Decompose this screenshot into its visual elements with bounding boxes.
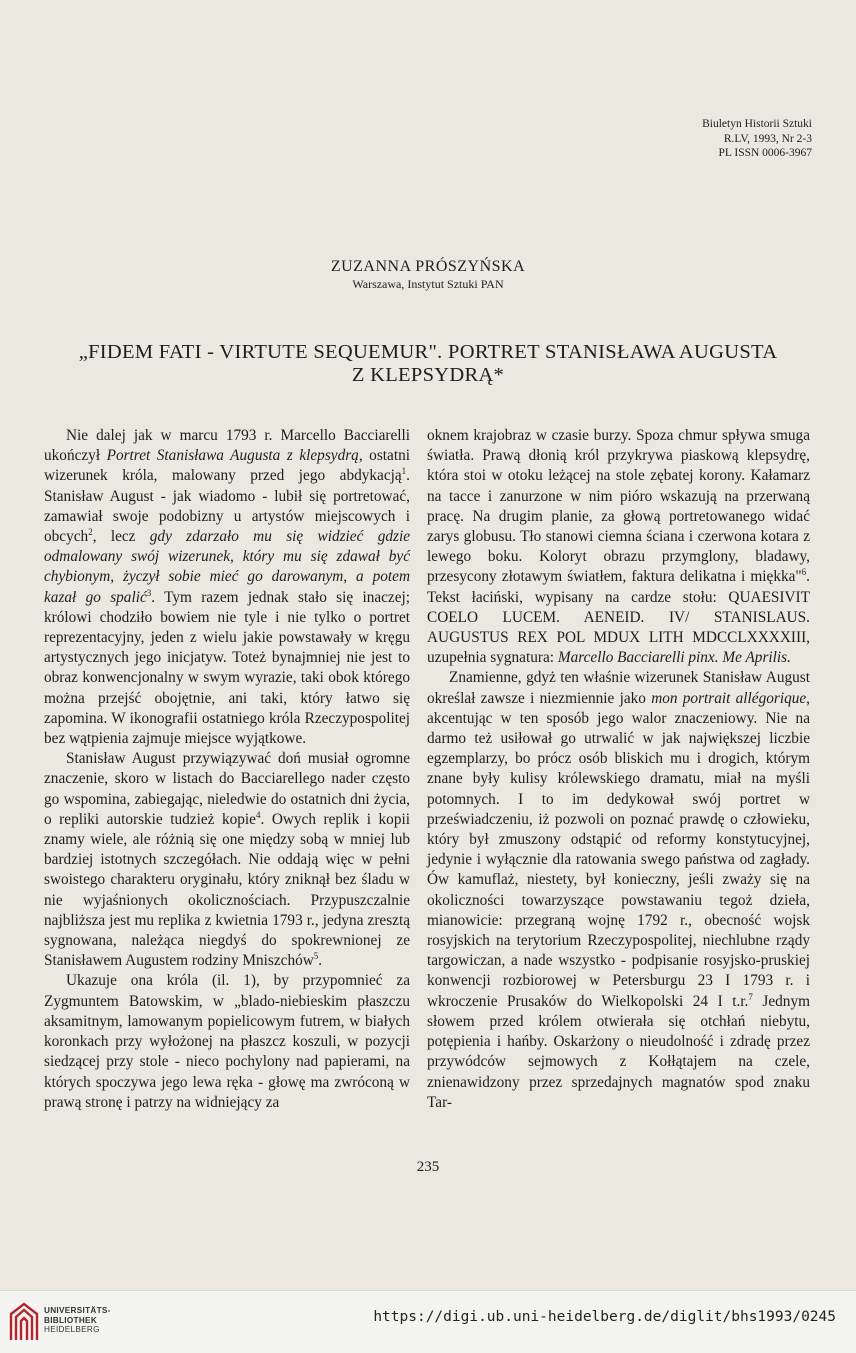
author-affiliation: Warszawa, Instytut Sztuki PAN [352,277,504,291]
paragraph: Znamienne, gdyż ten właśnie wizerunek Stanisław August określał zawsze i niezmiennie jako mon portrait allégorique, akcentując w ten sposób jego walor znaczeniowy. Nie na darmo też usiłował go utrwalić w jak największej liczbie egzemplarzy, bo prócz osób bliskich mu i drogich, którym znane były kulisy królewskiego dramatu, miał na myśli potomnych. I to im dedykował swój portret w przeświadczeniu, iż pozwoli on poznać prawdę o człowieku, który był zmuszony odstąpić od reformy konstytucyjnej, jedynie i wyłącznie dla ratowania swego państwa od zagłady. Ów kamuflaż, niestety, był konieczny, jeśli zważy się na okoliczności towarzyszące powstawaniu tegoż dzieła, mianowicie: przegraną wojnę 1792 r., obecność wojsk rosyjskich na terytorium Rzeczypospolitej, niechlubne rządy targowiczan, a nade wszystko - podpisanie rosyjsko-pruskiej konwencji rozbiorowej w Petersburgu 23 I 1793 r. i wkroczenie Prusaków do Wielkopolski 24 I t.r.$^7$ Jednym słowem przed królem otwierała się otchłań niebytu, potępienia i hańby. Oskarżony o nieudolność i zdradę przez przywódców sejmowych z Kołłątajem na czele, znienawidzony przez sprzedajnych magnatów spod znaku Tar- [427,669,810,1111]
journal-name: Biuletyn Historii Sztuki [702,118,812,130]
paragraph: Nie dalej jak w marcu 1793 r. Marcello Bacciarelli ukończył Portret Stanisława Augusta z klepsydrą, ostatni wizerunek króla, malowany przed jego abdykacją$^1$. Stanisław August - jak wiadomo - lubił się portretować, zamawiał swoje podobizny u artystów miejscowych i obcych$^2$, lecz gdy zdarzało mu się widzieć gdzie odmalowany swój wizerunek, który mu się zdawał być chybionym, życzył sobie mieć go darowanym, a potem kazał go spalić$^3$. Tym razem jednak stało się inaczej; królowi chodziło bowiem nie tyle i nie tylko o portret reprezentacyjny, jeden z wielu jakie powstawały w kręgu artystycznych jego inicjatyw. Toteż bynajmniej nie jest to obraz konwencjonalny w swym wyrazie, taki obok którego można przejść obojętnie, ani taki, który łatwo się zapomina. W ikonografii ostatniego króla Rzeczypospolitej bez wątpienia zajmuje miejsce wyjątkowe. [44,427,410,748]
author-name: ZUZANNA PRÓSZYŃSKA [330,258,526,275]
left-column [44,426,410,1113]
paragraph: Ukazuje ona króla (il. 1), by przypomnieć za Zygmuntem Batowskim, w „blado-niebieskim płaszczu aksamitnym, lamowanym popielicowym futrem, w białych koronkach przy wyłożonej na płaszcz koszuli, w pozycji siedzącej przy stole - nieco pochylony nad papierami, na których spoczywa jego lewa ręka - głowę ma zwróconą w prawą stronę i patrzy na widniejący za [44,972,410,1111]
journal-issn: PL ISSN 0006-3967 [718,147,812,159]
viewer-footer [0,1290,856,1353]
title-line-2: Z KLEPSYDRĄ* [351,364,505,386]
article-title [0,341,856,387]
footnote-ref: 6 [801,567,807,578]
permalink[interactable]: https://digi.ub.uni-heidelberg.de/diglit/bhs1993/0245 [373,1309,836,1325]
paragraph: Stanisław August przywiązywać doń musiał ogromne znaczenie, skoro w listach do Bacciarellego nader często go wspomina, zabiegając, nieledwie do ostatnich dni życia, o repliki autorskie tudzież kopie$^4$. Owych replik i kopii znamy wiele, ale różnią się one między sobą w mniej lub bardziej istotnych szczegółach. Nie oddają więc w pełni swoistego charakteru oryginału, który zniknął bez śladu w nie wyjaśnionych okolicznościach. Przypuszczalnie najbliższa jest mu replika z kwietnia 1793 r., jedyna zresztą sygnowana, należąca niegdyś do spokrewnionej ze Stanisławem Augustem rodziny Mniszchów$^5$. [44,750,410,970]
paragraph: oknem krajobraz w czasie burzy. Spoza chmur spływa smuga światła. Prawą dłonią król przykrywa piaskową klepsydrę, która stoi w otoku leżącej na stole zębatej korony. Kałamarz na tacce i zanurzone w nim pióro wskazują na przerwaną pracę. Na drugim planie, za głową portretowanego widać zarys globusu. Tło stanowi ciemna ściana i czerwona kotara z lewego boku. Koloryt obrazu przymglony, bladawy, przesycony złotawym światłem, faktura delikatna i miękka"$^6$. Tekst łaciński, wypisany na cardze stołu: QUAESIVIT COELO LUCEM. AENEID. IV/ STANISLAUS. AUGUSTUS REX POL MDUX LITH MDCCLXXXXIII, uzupełnia sygnatura: Marcello Bacciarelli pinx. Me Aprilis. [427,427,810,667]
footnote-ref: 5 [313,951,319,962]
library-logo-icon[interactable] [9,1302,39,1342]
page-number: 235 [416,1159,440,1175]
footnote-ref: 2 [88,526,93,537]
footnote-ref: 7 [748,991,753,1002]
footnote-ref: 4 [255,809,261,820]
journal-info [702,117,812,161]
footnote-ref: 1 [401,466,407,477]
library-name[interactable]: UNIVERSITÄTS- BIBLIOTHEK HEIDELBERG [44,1306,111,1334]
journal-volume: R.LV, 1993, Nr 2-3 [723,132,812,145]
footnote-ref: 3 [146,587,152,598]
right-column [427,426,810,1113]
title-line-1: „FIDEM FATI - VIRTUTE SEQUEMUR". PORTRET STANISŁAWA AUGUSTA [78,341,778,363]
